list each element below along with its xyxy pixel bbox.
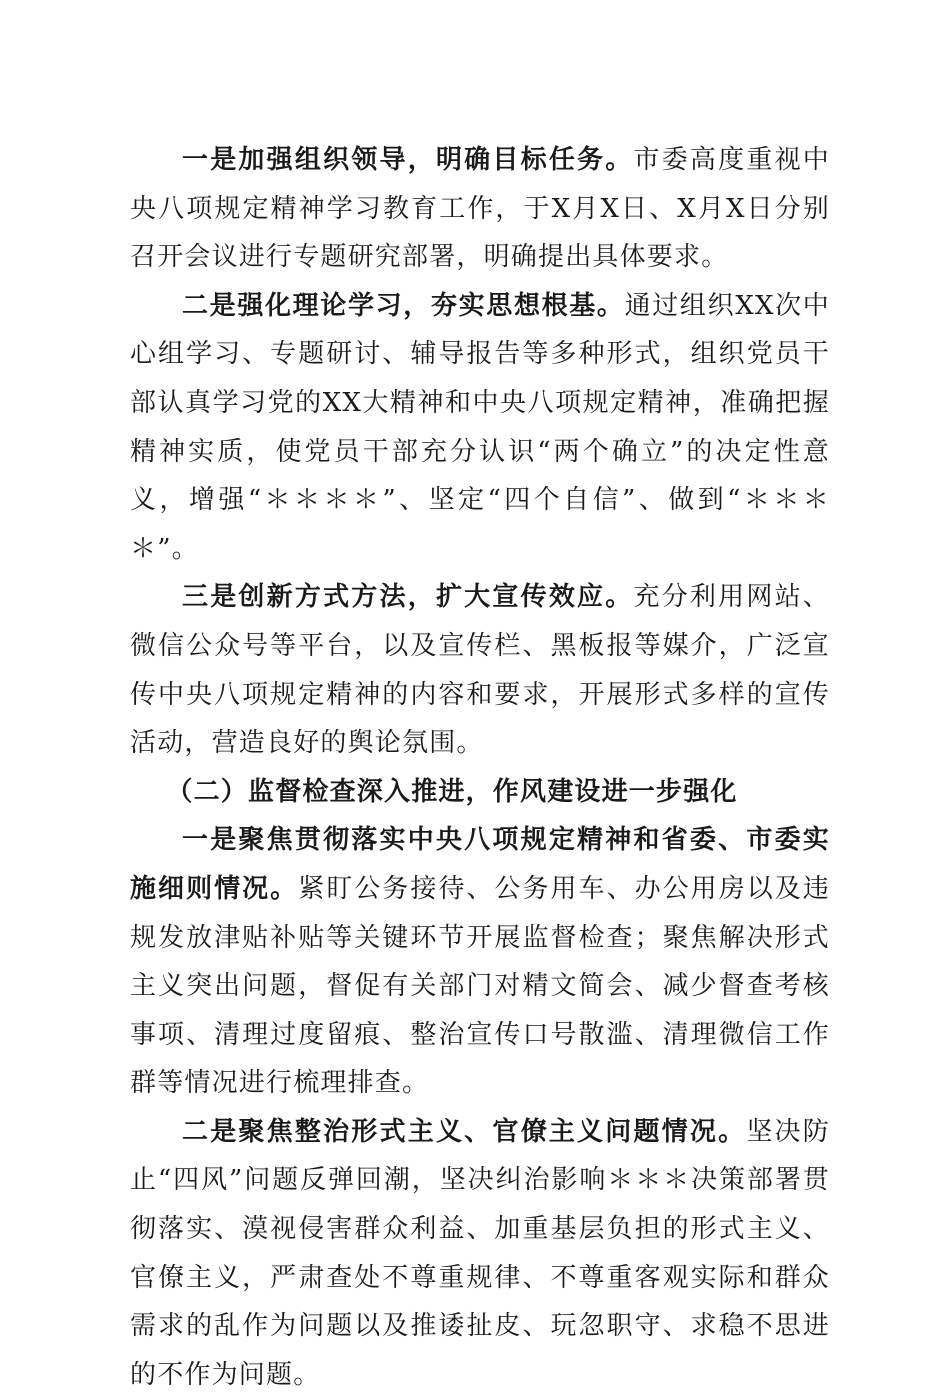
- document-page: [130, 136, 830, 1399]
- paragraph-publicity-methods: [130, 573, 830, 767]
- paragraph-lead: 二是聚焦整治形式主义、官僚主义问题情况。: [182, 1116, 747, 1147]
- paragraph-theory-study: [130, 282, 830, 574]
- paragraph-implementation-focus: [130, 816, 830, 1108]
- section-heading: （二）监督检查深入推进，作风建设进一步强化: [166, 776, 738, 807]
- paragraph-lead: 二是强化理论学习，夯实思想根基。: [182, 290, 625, 321]
- paragraph-body: 充分利用网站、微信公众号等平台，以及宣传栏、黑板报等媒介，广泛宣传中央八项规定精神的内容和要求，开展形式多样的宣传活动，营造良好的舆论氛围。: [130, 582, 830, 759]
- paragraph-body: 坚决防止“四风”问题反弹回潮，坚决纠治影响＊＊＊决策部署贯彻落实、漠视侵害群众利益、加重基层负担的形式主义、官僚主义，严肃查处不尊重规律、不尊重客观实际和群众需求的乱作为问题以及推诿扯皮、玩忽职守、求稳不思进的不作为问题。: [130, 1116, 830, 1390]
- paragraph-body: 紧盯公务接待、公务用车、办公用房以及违规发放津贴补贴等关键环节开展监督检查；聚焦解决形式主义突出问题，督促有关部门对精文简会、减少督查考核事项、清理过度留痕、整治宣传口号散滥、清理微信工作群等情况进行梳理排查。: [130, 873, 830, 1099]
- paragraph-formalism-bureaucratism: [130, 1108, 830, 1399]
- paragraph-lead: 三是创新方式方法，扩大宣传效应。: [182, 582, 634, 613]
- paragraph-body: 市委高度重视中央八项规定精神学习教育工作，于X月X日、X月X日分别召开会议进行专题研究部署，明确提出具体要求。: [130, 145, 830, 273]
- paragraph-organization-leadership: [130, 136, 830, 282]
- paragraph-body: 通过组织XX次中心组学习、专题研讨、辅导报告等多种形式，组织党员干部认真学习党的XX大精神和中央八项规定精神，准确把握精神实质，使党员干部充分认识“两个确立”的决定性意义，增强“＊＊＊＊”、坚定“四个自信”、做到“＊＊＊＊”。: [130, 290, 831, 564]
- paragraph-lead: 一是加强组织领导，明确目标任务。: [182, 145, 634, 175]
- paragraph-lead: 一是聚焦贯彻落实中央八项规定精神和省委、市委实施细则情况。: [130, 825, 830, 904]
